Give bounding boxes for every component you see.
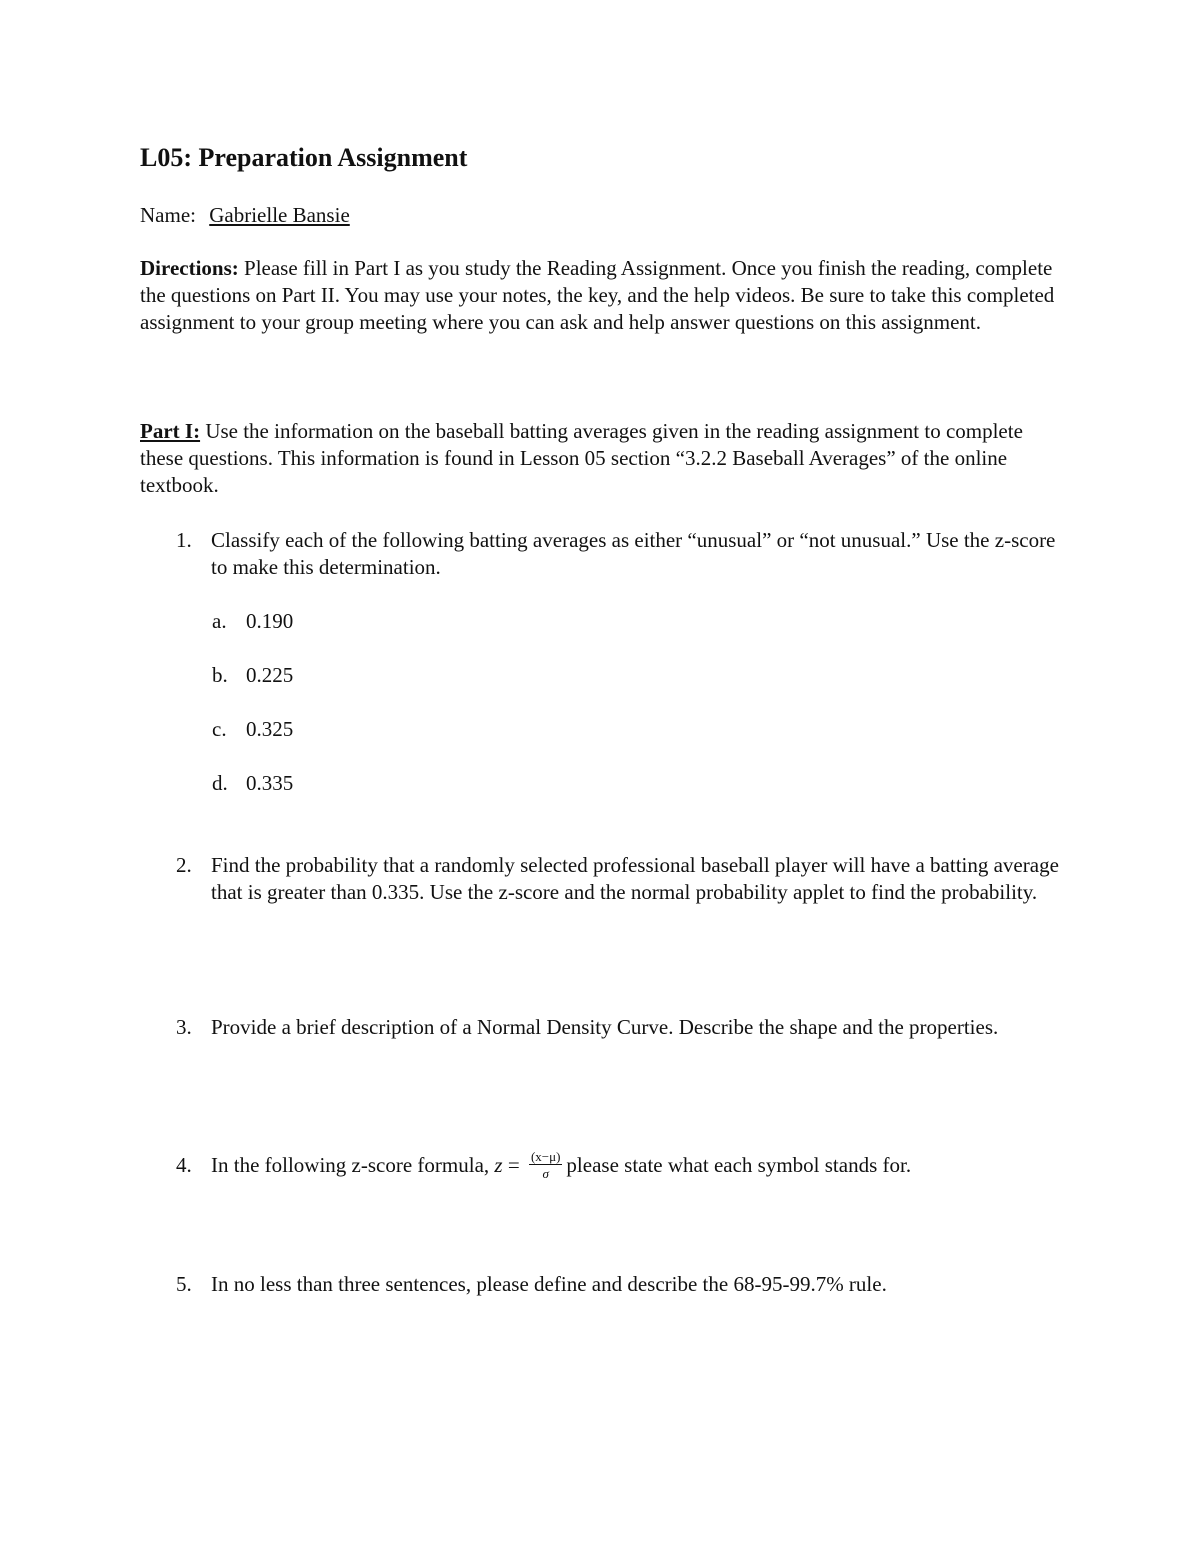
question-number: 3.	[176, 1015, 192, 1039]
formula-numerator: (x−μ)	[530, 1149, 561, 1165]
sub-item-letter: b.	[212, 663, 228, 687]
question-4	[176, 1149, 1066, 1182]
sub-item-value: 0.325	[246, 717, 294, 741]
question-text: In no less than three sentences, please define and describe the 68-95-99.7% rule.	[211, 1272, 887, 1296]
formula-z: z	[494, 1153, 503, 1177]
formula-denominator: σ	[542, 1166, 549, 1182]
sub-item-c	[212, 716, 293, 742]
question-5	[176, 1271, 1066, 1298]
name-line	[140, 202, 350, 228]
directions-text: Please fill in Part I as you study the Reading Assignment. Once you finish the reading, complete the questions on Part II. You may use your notes, the key, and the help videos. Be sure to take this completed assignment to your group meeting where you can ask and help answer questions on this assignment.	[140, 256, 1055, 334]
part-one-intro	[140, 418, 1070, 499]
sub-item-value: 0.190	[246, 609, 294, 633]
question-text-before: In the following z-score formula,	[211, 1153, 495, 1177]
question-number: 4.	[176, 1153, 192, 1177]
question-1	[176, 527, 1066, 581]
question-text: Find the probability that a randomly selected professional baseball player will have a batting average that is greater than 0.335. Use the z-score and the normal probability applet to find the probability.	[211, 853, 1059, 904]
sub-item-letter: d.	[212, 771, 228, 795]
directions-label: Directions:	[140, 256, 239, 280]
sub-item-d	[212, 770, 293, 796]
sub-item-letter: c.	[212, 717, 227, 741]
question-number: 2.	[176, 853, 192, 877]
question-3	[176, 1014, 1066, 1041]
name-value: Gabrielle Bansie	[209, 203, 350, 227]
question-number: 5.	[176, 1272, 192, 1296]
question-2	[176, 852, 1066, 906]
name-label: Name:	[140, 203, 196, 227]
sub-item-b	[212, 662, 293, 688]
formula-equals: =	[502, 1153, 525, 1177]
question-text: Provide a brief description of a Normal Density Curve. Describe the shape and the properties.	[211, 1015, 999, 1039]
part-one-label: Part I:	[140, 419, 201, 443]
page-title: L05: Preparation Assignment	[140, 143, 468, 172]
sub-item-a	[212, 608, 293, 634]
part-one-text: Use the information on the baseball batting averages given in the reading assignment to complete these questions. This information is found in Lesson 05 section “3.2.2 Baseball Averages” of the online textbook.	[140, 419, 1023, 497]
z-score-formula	[529, 1150, 562, 1180]
sub-item-value: 0.225	[246, 663, 294, 687]
directions-paragraph	[140, 255, 1070, 336]
question-text: Classify each of the following batting averages as either “unusual” or “not unusual.” Use the z-score to make this determination.	[211, 528, 1056, 579]
question-text-after: please state what each symbol stands for.	[566, 1153, 912, 1177]
question-number: 1.	[176, 528, 192, 552]
sub-item-value: 0.335	[246, 771, 294, 795]
question-text	[211, 1149, 1066, 1182]
sub-item-letter: a.	[212, 609, 227, 633]
